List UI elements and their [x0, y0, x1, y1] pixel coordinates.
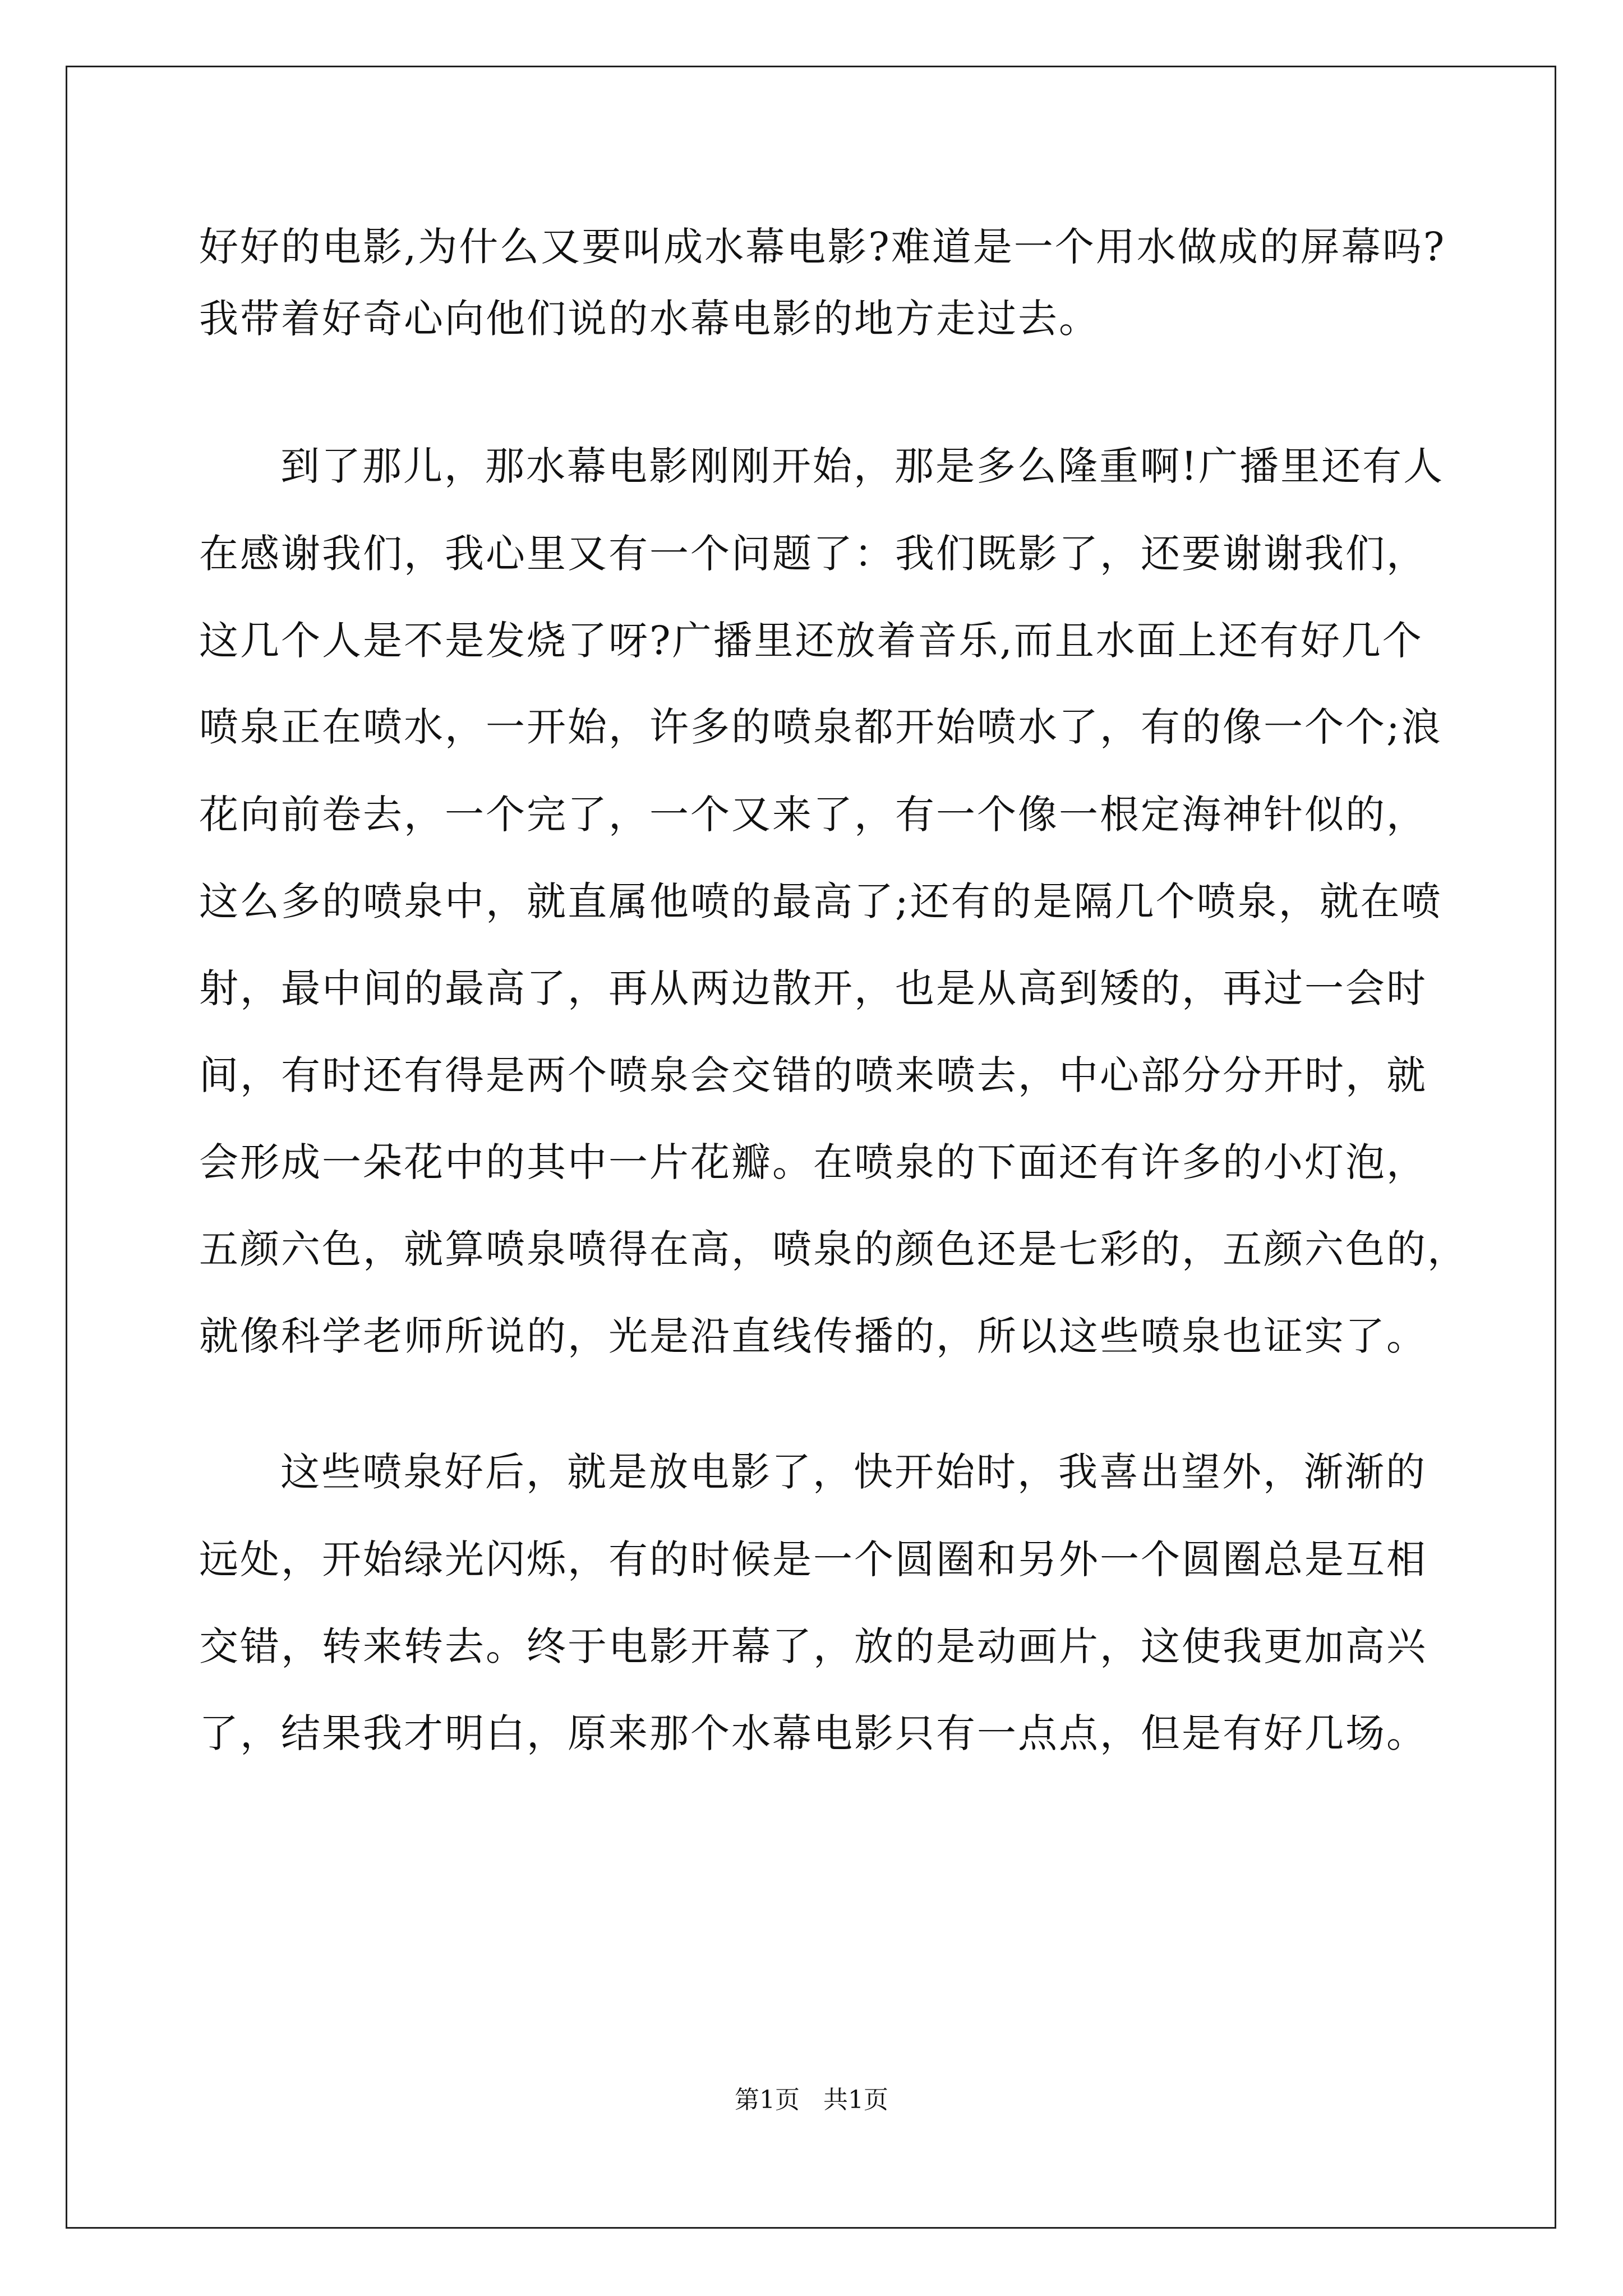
paragraph-start-line: 这些喷泉好后，就是放电影了，快开始时，我喜出望外，渐渐的: [280, 1449, 1427, 1495]
text-line: 交错，转来转去。终于电影开幕了，放的是动画片，这使我更加高兴: [199, 1623, 1427, 1669]
text-line: 远处，开始绿光闪烁，有的时候是一个圆圈和另外一个圆圈总是互相: [199, 1536, 1427, 1582]
text-line: 喷泉正在喷水，一开始，许多的喷泉都开始喷水了，有的像一个个;浪: [199, 704, 1442, 750]
page-footer: 第1页 共1页: [735, 2086, 888, 2114]
text-line: 在感谢我们，我心里又有一个问题了：我们既影了，还要谢谢我们，: [199, 531, 1427, 577]
text-line: 了，结果我才明白，原来那个水幕电影只有一点点，但是有好几场。: [199, 1710, 1427, 1756]
text-line: 就像科学老师所说的，光是沿直线传播的，所以这些喷泉也证实了。: [199, 1313, 1427, 1359]
text-line: 我带着好奇心向他们说的水幕电影的地方走过去。: [199, 296, 1100, 342]
text-line: 射，最中间的最高了，再从两边散开，也是从高到矮的，再过一会时: [199, 965, 1427, 1011]
text-line: 好好的电影,为什么又要叫成水幕电影?难道是一个用水做成的屏幕吗?: [199, 224, 1446, 270]
text-line: 这么多的喷泉中，就直属他喷的最高了;还有的是隔几个喷泉，就在喷: [199, 878, 1442, 924]
text-line: 五颜六色，就算喷泉喷得在高，喷泉的颜色还是七彩的，五颜六色的，: [199, 1226, 1468, 1272]
paragraph-start-line: 到了那儿，那水幕电影刚刚开始，那是多么隆重啊!广播里还有人: [280, 443, 1445, 489]
text-line: 花向前卷去，一个完了，一个又来了，有一个像一根定海神针似的，: [199, 792, 1427, 838]
text-line: 间，有时还有得是两个喷泉会交错的喷来喷去，中心部分分开时，就: [199, 1052, 1427, 1098]
text-line: 这几个人是不是发烧了呀?广播里还放着音乐,而且水面上还有好几个: [199, 618, 1423, 664]
text-line: 会形成一朵花中的其中一片花瓣。在喷泉的下面还有许多的小灯泡，: [199, 1139, 1427, 1185]
